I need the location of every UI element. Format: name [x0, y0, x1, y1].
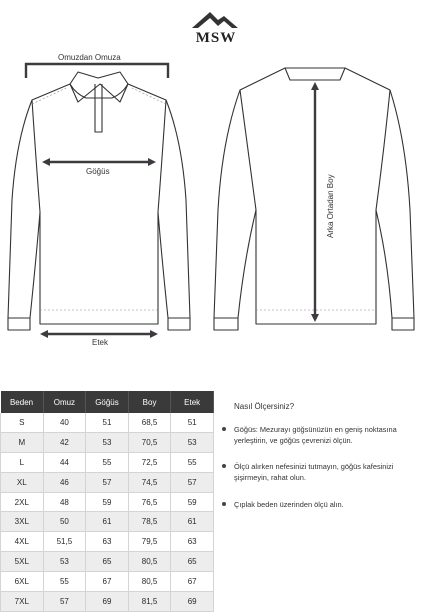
table-cell: 50 — [43, 512, 86, 532]
table-cell: L — [1, 452, 44, 472]
label-back-length: Arka Ortadan Boy — [326, 174, 335, 238]
guide-item — [222, 462, 424, 483]
guide-item-text: Ölçü alırken nefesinizi tutmayın, göğüs kafesinizi şişirmeyin, rahat olun. — [234, 462, 394, 483]
table-cell: 3XL — [1, 512, 44, 532]
bullet-icon — [222, 502, 226, 506]
table-cell: 44 — [43, 452, 86, 472]
table-cell: XL — [1, 472, 44, 492]
table-cell: 78,5 — [128, 512, 171, 532]
table-cell: 7XL — [1, 592, 44, 612]
table-cell: 48 — [43, 492, 86, 512]
front-shirt-body — [8, 84, 190, 324]
guide-item — [222, 425, 424, 446]
table-cell: 69 — [86, 592, 129, 612]
front-zip — [95, 84, 102, 132]
size-table — [0, 391, 214, 612]
table-cell: 46 — [43, 472, 86, 492]
table-row — [1, 452, 214, 472]
back-right-cuff — [392, 318, 414, 330]
right-cuff — [168, 318, 190, 330]
table-cell: 61 — [86, 512, 129, 532]
table-cell: 40 — [43, 413, 86, 432]
guide-item-text: Göğüs: Mezurayı göğsünüzün en geniş noktasına yerleştirin, ve göğüs çevrenizi ölçün. — [234, 425, 397, 445]
brand-name: MSW — [195, 30, 237, 46]
table-cell: 53 — [171, 432, 214, 452]
table-cell: 51 — [171, 413, 214, 432]
table-cell: 51 — [86, 413, 129, 432]
label-chest: Göğüs — [86, 167, 110, 176]
header-etek: Etek — [171, 391, 214, 413]
table-cell: 69 — [171, 592, 214, 612]
table-row — [1, 472, 214, 492]
table-cell: 51,5 — [43, 532, 86, 552]
table-cell: 59 — [171, 492, 214, 512]
guide-item-text: Çıplak beden üzerinden ölçü alın. — [234, 499, 344, 509]
table-cell: 68,5 — [128, 413, 171, 432]
table-row — [1, 413, 214, 432]
table-cell: 57 — [171, 472, 214, 492]
table-cell: 55 — [86, 452, 129, 472]
label-hem: Etek — [92, 338, 109, 347]
header-gogus: Göğüs — [86, 391, 129, 413]
table-cell: 65 — [86, 552, 129, 572]
back-collar — [285, 68, 345, 80]
table-row — [1, 492, 214, 512]
table-cell: 53 — [43, 552, 86, 572]
table-cell: 79,5 — [128, 532, 171, 552]
shirt-illustration — [0, 50, 424, 350]
table-cell: 80,5 — [128, 572, 171, 592]
table-cell: 4XL — [1, 532, 44, 552]
table-cell: 65 — [171, 552, 214, 572]
brand-logo — [186, 8, 246, 48]
bullet-icon — [222, 427, 226, 431]
table-cell: 57 — [86, 472, 129, 492]
table-cell: 67 — [86, 572, 129, 592]
table-row — [1, 432, 214, 452]
back-left-cuff — [214, 318, 238, 330]
table-cell: M — [1, 432, 44, 452]
table-cell: 80,5 — [128, 552, 171, 572]
bullet-icon — [222, 464, 226, 468]
table-cell: 72,5 — [128, 452, 171, 472]
label-shoulder: Omuzdan Omuza — [58, 53, 121, 62]
left-cuff — [8, 318, 30, 330]
table-cell: 53 — [86, 432, 129, 452]
table-cell: 6XL — [1, 572, 44, 592]
shoulder-measure — [26, 64, 168, 78]
table-cell: 74,5 — [128, 472, 171, 492]
measurement-guide — [222, 402, 424, 527]
table-cell: 59 — [86, 492, 129, 512]
size-table-header — [1, 391, 214, 413]
table-cell: 2XL — [1, 492, 44, 512]
header-boy: Boy — [128, 391, 171, 413]
table-cell: 81,5 — [128, 592, 171, 612]
table-row — [1, 572, 214, 592]
header-beden: Beden — [1, 391, 44, 413]
guide-item — [222, 500, 424, 511]
table-cell: 42 — [43, 432, 86, 452]
table-cell: 70,5 — [128, 432, 171, 452]
table-cell: S — [1, 413, 44, 432]
table-cell: 63 — [86, 532, 129, 552]
table-row — [1, 532, 214, 552]
table-cell: 63 — [171, 532, 214, 552]
mountain-logo-icon — [186, 8, 246, 30]
guide-title: Nasıl Ölçersiniz? — [234, 402, 295, 411]
table-cell: 5XL — [1, 552, 44, 572]
table-row — [1, 512, 214, 532]
table-cell: 55 — [43, 572, 86, 592]
table-row — [1, 592, 214, 612]
table-row — [1, 552, 214, 572]
size-table-body — [1, 413, 214, 611]
table-cell: 67 — [171, 572, 214, 592]
header-omuz: Omuz — [43, 391, 86, 413]
table-cell: 61 — [171, 512, 214, 532]
table-cell: 76,5 — [128, 492, 171, 512]
table-cell: 57 — [43, 592, 86, 612]
table-cell: 55 — [171, 452, 214, 472]
